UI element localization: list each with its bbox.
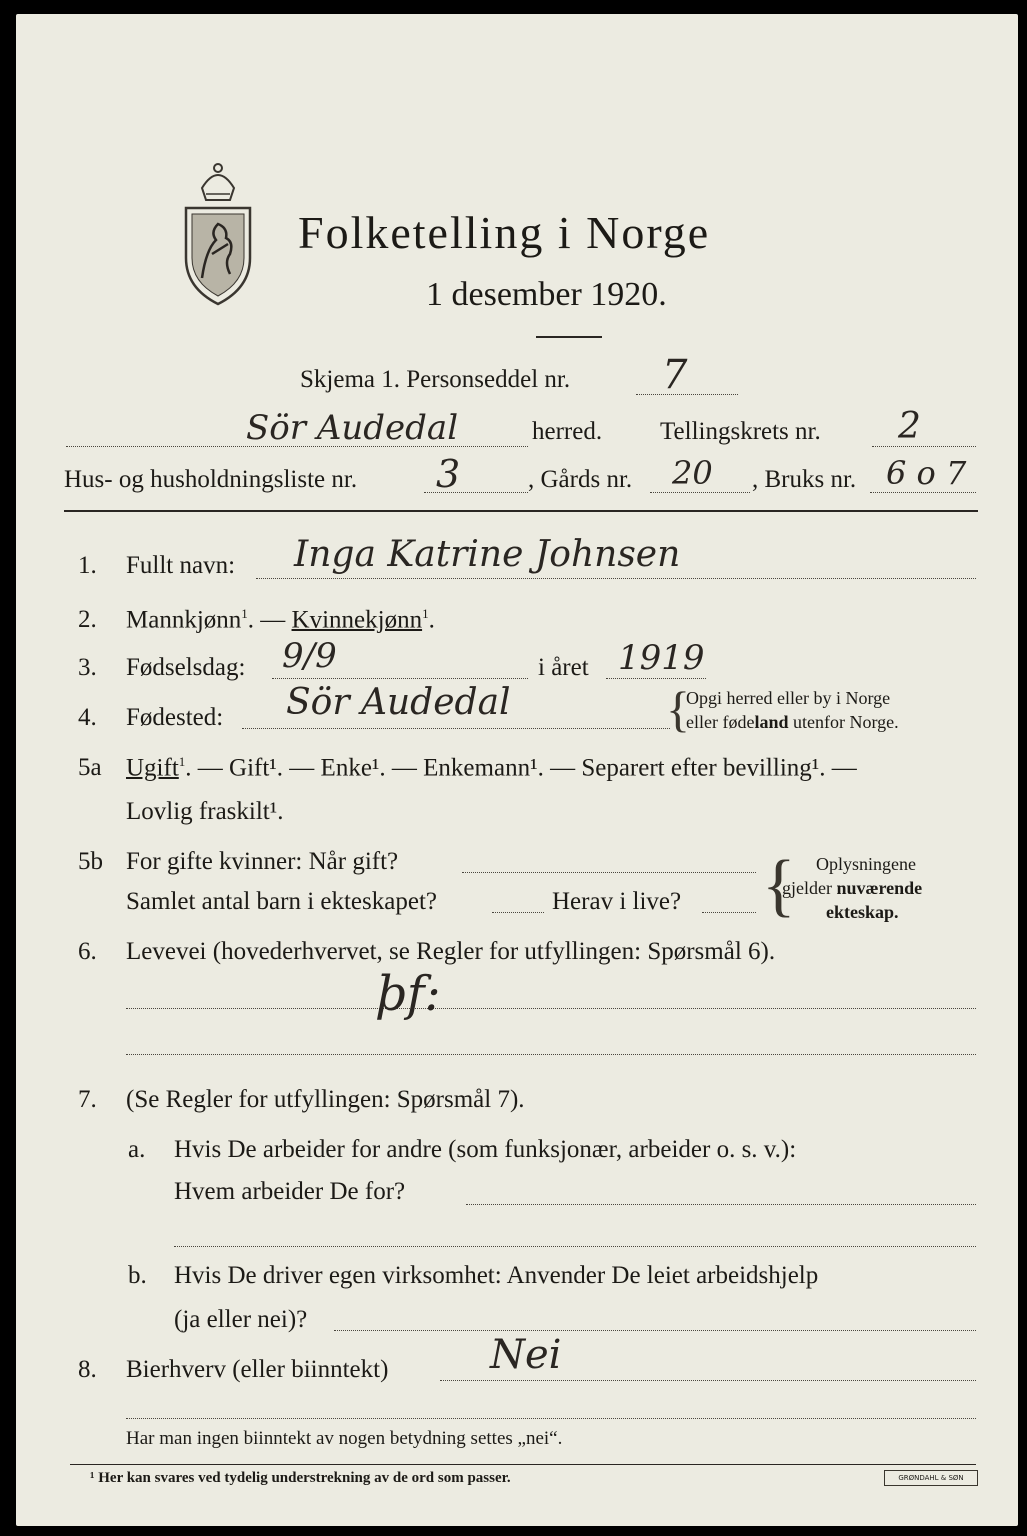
q3-label: Fødselsdag: [126,654,246,681]
form-title: Folketelling i Norge [298,207,711,258]
q5b-number: 5b [78,848,103,875]
side-income-value[interactable]: Nei [490,1332,562,1378]
q2-number: 2. [78,606,97,633]
q5a-number: 5a [78,754,102,781]
herred-value[interactable]: Sör Audedal [246,408,459,448]
q4-label: Fødested: [126,704,224,731]
bruks-label: , Bruks nr. [752,466,857,493]
gards-label: , Gårds nr. [528,466,633,493]
q5b-note-line1: Oplysningene [816,854,916,874]
q7a-label: Hvis De arbeider for andre (som funksjonær, arbeider o. s. v.): [174,1136,797,1163]
q6-label: Levevei (hovederhvervet, se Regler for utfyllingen: Spørsmål 6). [126,938,776,965]
gender-male-option[interactable]: Mannkjønn [126,606,242,634]
q4-note-line2: eller fødeland utenfor Norge. [686,712,899,732]
q5b-label-alive: Herav i live? [552,888,682,915]
birthdate-value[interactable]: 9/9 [282,636,337,676]
birthplace-value[interactable]: Sör Audedal [286,682,511,723]
tellingskrets-label: Tellingskrets nr. [660,418,821,445]
marital-ugift-option[interactable]: Ugift [126,754,179,782]
occupation-value[interactable]: þf: [376,966,441,1022]
hus-nr-value[interactable]: 3 [436,452,461,496]
q8-label: Bierhverv (eller biinntekt) [126,1356,389,1383]
full-name-value[interactable]: Inga Katrine Johnsen [294,534,681,575]
employer-field[interactable] [466,1204,976,1205]
title-divider [536,336,602,338]
q3-year-label: i året [538,654,589,681]
q5b-label-married: For gifte kvinner: Når gift? [126,848,399,875]
children-count-field[interactable] [492,912,544,913]
q5b-brace: { [762,847,796,924]
q7-label: (Se Regler for utfyllingen: Spørsmål 7). [126,1086,525,1113]
q8-number: 8. [78,1356,97,1383]
hus-label: Hus- og husholdningsliste nr. [64,466,358,493]
q7a-label-employer: Hvem arbeider De for? [174,1178,406,1205]
hired-help-field[interactable] [334,1330,976,1331]
coat-of-arms-icon [172,158,264,308]
census-form-page [16,14,1018,1526]
q5b-note-line2: gjelder nuværende [782,878,923,898]
married-date-field[interactable] [462,872,756,873]
gender-female-option[interactable]: Kvinnekjønn [291,606,423,634]
birth-year-value[interactable]: 1919 [618,638,705,678]
footnote-separator [70,1464,976,1465]
q5b-label-children: Samlet antal barn i ekteskapet? [126,888,437,915]
q7a-letter: a. [128,1136,146,1163]
header-separator [64,510,978,512]
side-income-extra-line[interactable] [126,1418,976,1419]
q7b-label: Hvis De driver egen virksomhet: Anvender De leiet arbeidshjelp [174,1262,819,1289]
q5b-note-line3: ekteskap. [826,902,899,922]
occupation-extra-line[interactable] [126,1054,976,1055]
skjema-label: Skjema 1. Personseddel nr. [300,366,571,393]
gender-options: Mannkjønn$^1$. — Kvinnekjønn$^1$. [126,606,435,634]
q6-number: 6. [78,938,97,965]
personseddel-nr-value[interactable]: 7 [662,352,688,398]
biinntekt-note: Har man ingen biinntekt av nogen betydning settes „nei“. [126,1428,563,1449]
q4-note-line1: Opgi herred eller by i Norge [686,688,891,708]
bruks-nr-value[interactable]: 6 o 7 [886,454,967,492]
q7-number: 7. [78,1086,97,1113]
census-date: 1 desember 1920. [426,276,667,313]
q3-number: 3. [78,654,97,681]
tellingskrets-nr-value[interactable]: 2 [898,406,921,447]
marital-fraskilt-option[interactable]: Lovlig fraskilt¹. [126,798,284,825]
footnote: ¹ Her kan svares ved tydelig understrekning av de ord som passer. [90,1470,511,1486]
q7b-letter: b. [128,1262,147,1289]
children-alive-field[interactable] [702,912,756,913]
q1-number: 1. [78,552,97,579]
q7b-label-yesno: (ja eller nei)? [174,1306,308,1333]
employer-extra-line[interactable] [174,1246,976,1247]
gards-nr-value[interactable]: 20 [672,454,713,492]
q4-number: 4. [78,704,97,731]
herred-label: herred. [532,418,603,445]
marital-status-options: Ugift$^1$. — Gift¹. — Enke¹. — Enkemann¹. — Separert efter bevilling¹. — [126,754,857,782]
q1-label: Fullt navn: [126,552,236,579]
q4-brace: { [666,681,690,737]
printer-stamp: GRØNDAHL & SØN [884,1470,978,1486]
